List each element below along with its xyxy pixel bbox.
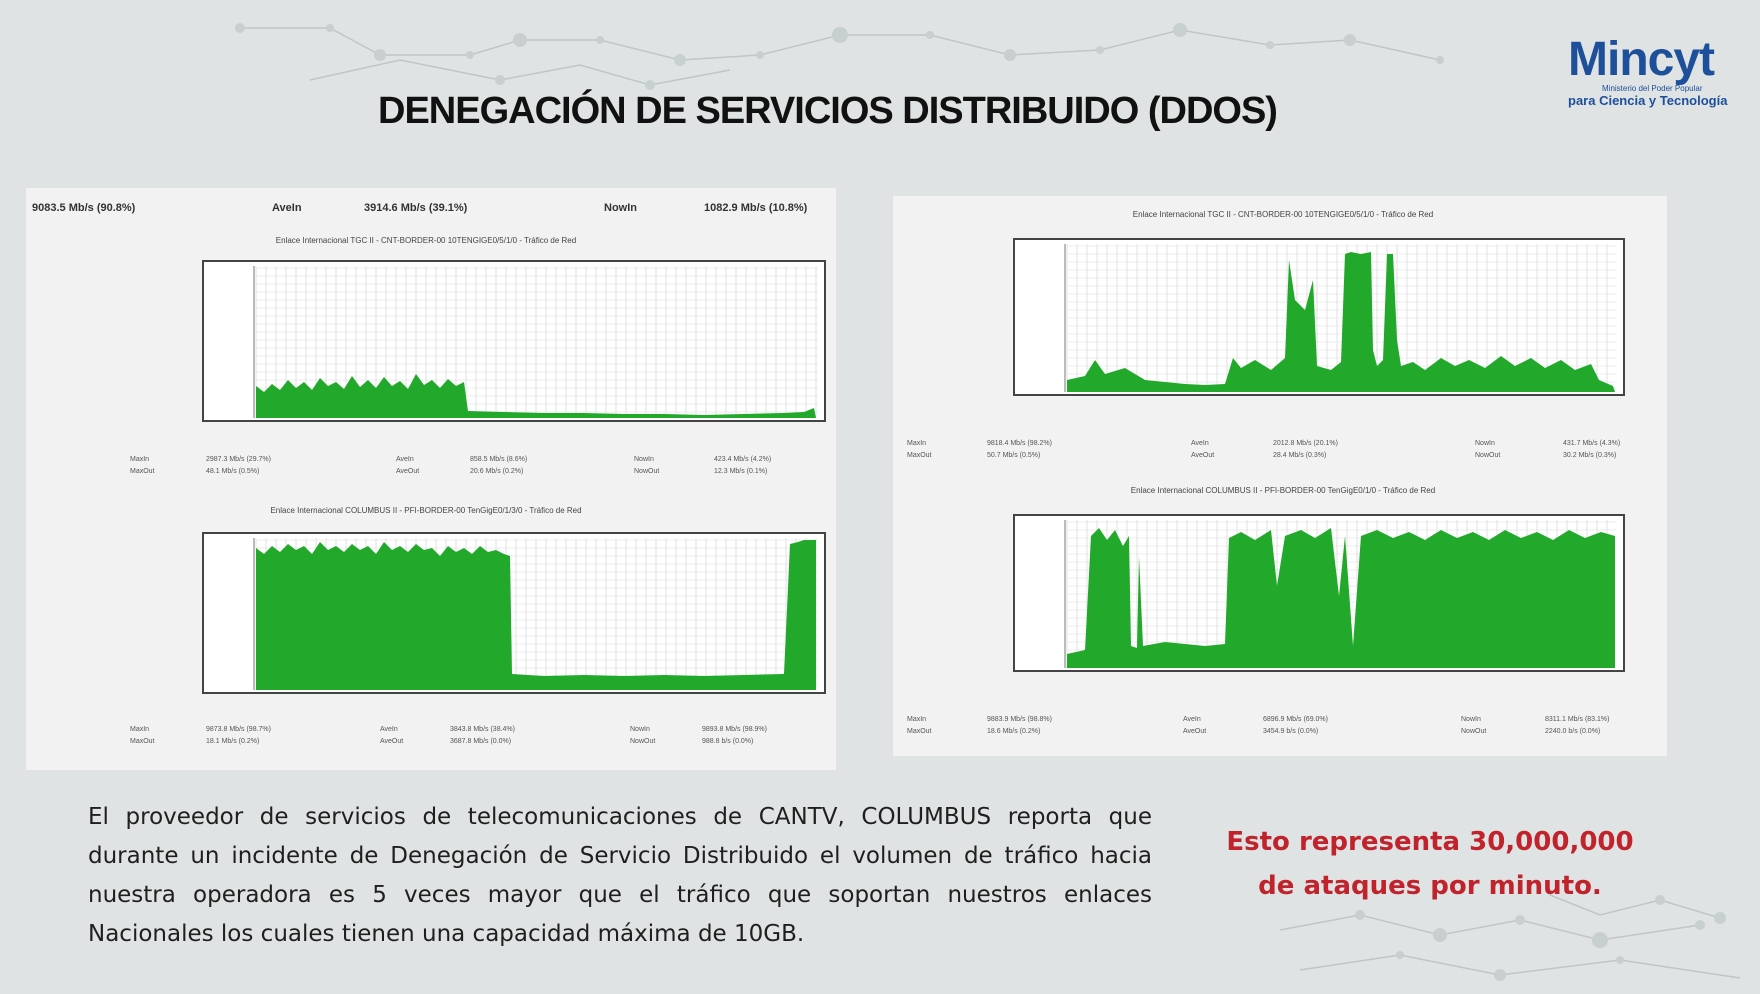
stat-label: AveOut [1183,728,1207,735]
stat-value: 28.4 Mb/s (0.3%) [1273,452,1327,459]
chart-title: Enlace Internacional COLUMBUS II - PFI-BORDER-00 TenGigE0/1/0 - Tráfico de Red [1130,486,1436,495]
stat-value: 50.7 Mb/s (0.5%) [987,452,1041,459]
logo-subtitle: Ministerio del Poder Popular [1602,84,1703,93]
attack-rate-highlight [1200,820,1660,908]
stat-label: AveIn [396,456,414,463]
stat-value: 18.6 Mb/s (0.2%) [987,728,1041,735]
stat-label: NowOut [1461,728,1487,735]
stat-label: NowOut [1475,452,1501,459]
stat-value: 12.3 Mb/s (0.1%) [714,468,768,475]
top-stat-label: NowIn [604,202,637,214]
stat-value: 6896.9 Mb/s (69.0%) [1263,716,1328,723]
top-stat-label: AveIn [272,202,302,214]
stat-value: 9893.8 Mb/s (98.9%) [702,726,767,733]
traffic-area [1067,528,1615,668]
traffic-graph-columbus-attack [1013,514,1625,672]
stat-label: AveIn [380,726,398,733]
stat-label: NowIn [1461,716,1481,723]
highlight-line-1: Esto representa 30,000,000 [1226,827,1634,857]
traffic-graph-svg [1015,240,1623,394]
stat-label: MaxOut [130,738,155,745]
stat-label: NowOut [634,468,660,475]
stat-value: 988.8 b/s (0.0%) [702,738,754,745]
stat-value: 423.4 Mb/s (4.2%) [714,456,772,463]
traffic-graph-svg [1015,516,1623,670]
stat-label: AveOut [396,468,420,475]
stat-value: 30.2 Mb/s (0.3%) [1563,452,1617,459]
stat-value: 2987.3 Mb/s (29.7%) [206,456,271,463]
stat-value: 48.1 Mb/s (0.5%) [206,468,260,475]
traffic-graph-svg [204,534,824,692]
stat-value: 18.1 Mb/s (0.2%) [206,738,260,745]
stat-value: 8311.1 Mb/s (83.1%) [1545,716,1610,723]
stat-value: 3687.8 Mb/s (0.0%) [450,738,512,745]
stat-value: 9873.8 Mb/s (98.7%) [206,726,271,733]
traffic-graph-svg [204,262,824,420]
stat-label: NowIn [634,456,654,463]
stat-label: MaxOut [907,728,932,735]
right-traffic-panel [893,196,1667,756]
stat-label: MaxOut [907,452,932,459]
stat-label: AveIn [1183,716,1201,723]
stat-label: NowIn [1475,440,1495,447]
traffic-graph-tgc-attack [1013,238,1625,396]
top-stat-value: 9083.5 Mb/s (90.8%) [32,202,136,214]
stat-value: 9818.4 Mb/s (98.2%) [987,440,1052,447]
stat-value: 20.6 Mb/s (0.2%) [470,468,524,475]
stat-label: MaxOut [130,468,155,475]
stat-value: 3843.8 Mb/s (38.4%) [450,726,515,733]
chart-title: Enlace Internacional TGC II - CNT-BORDER-00 10TENGIGE0/5/1/0 - Tráfico de Red [1132,210,1434,219]
stat-label: AveOut [380,738,404,745]
stat-label: AveOut [1191,452,1215,459]
stat-label: MaxIn [130,456,150,463]
stat-label: MaxIn [907,440,927,447]
stat-value: 9883.9 Mb/s (98.8%) [987,716,1052,723]
stat-label: NowIn [630,726,650,733]
chart-title: Enlace Internacional TGC II - CNT-BORDER-00 10TENGIGE0/5/1/0 - Tráfico de Red [275,236,577,245]
mincyt-logo [1568,33,1752,108]
stat-value: 858.5 Mb/s (8.6%) [470,456,528,463]
stat-label: MaxIn [130,726,150,733]
left-traffic-panel [26,188,836,770]
chart-title: Enlace Internacional COLUMBUS II - PFI-BORDER-00 TenGigE0/1/3/0 - Tráfico de Red [270,506,582,515]
stat-value: 2240.0 b/s (0.0%) [1545,728,1601,735]
top-stat-value: 1082.9 Mb/s (10.8%) [704,202,808,214]
stat-label: MaxIn [907,716,927,723]
stat-value: 3454.9 b/s (0.0%) [1263,728,1319,735]
logo-tagline: para Ciencia y Tecnología [1568,93,1728,108]
logo-text: Mincyt [1568,33,1715,86]
traffic-graph-tgc [202,260,826,422]
traffic-area [1067,252,1615,392]
stat-label: NowOut [630,738,656,745]
stat-value: 431.7 Mb/s (4.3%) [1563,440,1621,447]
stat-value: 2012.8 Mb/s (20.1%) [1273,440,1338,447]
top-stat-value: 3914.6 Mb/s (39.1%) [364,202,468,214]
incident-description: El proveedor de servicios de telecomunicaciones de CANTV, COLUMBUS reporta que durante un incidente de Denegación de Servicio Distribuido el volumen de tráfico hacia nuestra operadora es 5 veces mayor que el tráfico que soportan nuestros enlaces Nacionales los cuales tienen una capacidad máxima de 10GB. [88,804,1152,947]
highlight-line-2: de ataques por minuto. [1258,871,1602,901]
stat-label: AveIn [1191,440,1209,447]
slide-title: DENEGACIÓN DE SERVICIOS DISTRIBUIDO (DDOS) [378,90,1277,132]
traffic-graph-columbus [202,532,826,694]
